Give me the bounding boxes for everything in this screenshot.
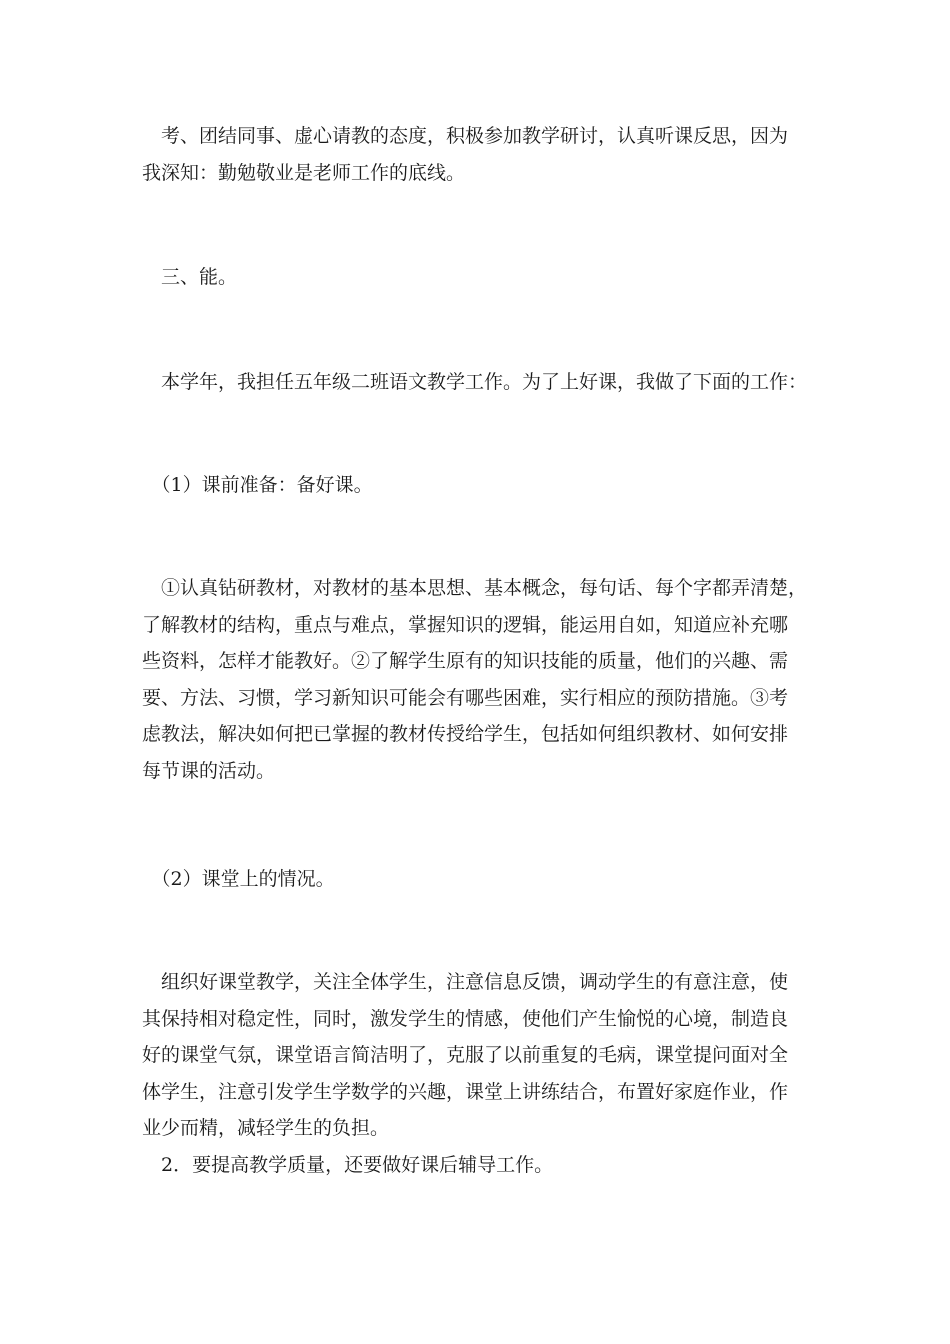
paragraph-7: [142, 964, 810, 1183]
text-line: 三、能。: [142, 266, 238, 288]
paragraph-1: [142, 118, 810, 191]
section-heading-three: [142, 259, 810, 296]
subheading-2: [142, 861, 810, 898]
text-line: 组织好课堂教学，关注全体学生，注意信息反馈，调动学生的有意注意，使: [142, 971, 789, 993]
text-line: 体学生，注意引发学生学数学的兴趣，课堂上讲练结合，布置好家庭作业，作: [142, 1080, 789, 1103]
text-line: ①认真钻研教材，对教材的基本思想、基本概念，每句话、每个字都弄清楚，: [142, 577, 808, 599]
text-line: 我深知：勤勉敬业是老师工作的底线。: [142, 161, 466, 184]
text-line: 考、团结同事、虚心请教的态度，积极参加教学研讨，认真听课反思，因为: [142, 125, 789, 147]
text-line: 2．要提高教学质量，还要做好课后辅导工作。: [142, 1153, 554, 1176]
paragraph-5: [142, 570, 810, 789]
text-line: 业少而精，减轻学生的负担。: [142, 1117, 390, 1139]
text-line: （2）课堂上的情况。: [142, 868, 335, 890]
text-line: （1）课前准备：备好课。: [142, 474, 373, 496]
text-line: 了解教材的结构，重点与难点，掌握知识的逻辑，能运用自如，知道应补充哪: [142, 613, 789, 636]
text-line: 本学年，我担任五年级二班语文教学工作。为了上好课，我做了下面的工作：: [142, 371, 808, 393]
text-line: 好的课堂气氛，课堂语言简洁明了，克服了以前重复的毛病，课堂提问面对全: [142, 1044, 789, 1066]
text-line: 每节课的活动。: [142, 759, 276, 782]
text-line: 虑教法，解决如何把已掌握的教材传授给学生，包括如何组织教材、如何安排: [142, 723, 789, 745]
paragraph-3: [142, 364, 810, 401]
text-line: 其保持相对稳定性，同时，激发学生的情感，使他们产生愉悦的心境，制造良: [142, 1007, 789, 1030]
text-line: 要、方法、习惯，学习新知识可能会有哪些困难，实行相应的预防措施。③考: [142, 686, 789, 709]
text-line: 些资料，怎样才能教好。②了解学生原有的知识技能的质量，他们的兴趣、需: [142, 650, 789, 672]
subheading-1: [142, 467, 810, 504]
